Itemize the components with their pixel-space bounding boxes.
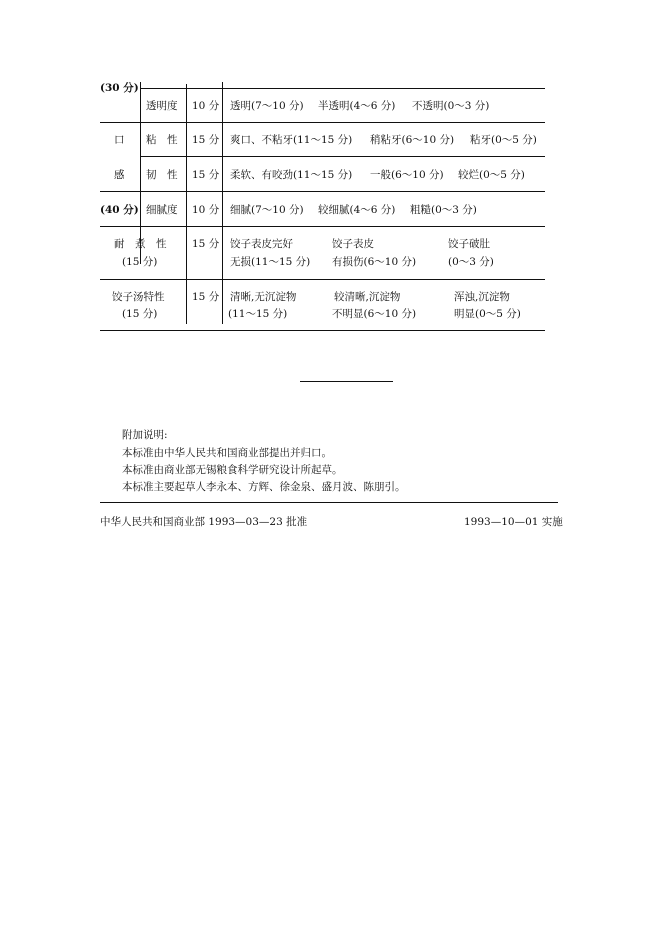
rule-row5-top: [100, 226, 545, 227]
rule-row2-top: [100, 122, 545, 123]
rule-row1-top: [140, 88, 545, 89]
group-char-kou: 口: [114, 134, 125, 146]
row6-item: 饺子汤特性: [112, 291, 165, 303]
notes-title: 附加说明:: [122, 429, 168, 441]
notes-line3: 本标准主要起草人李永本、方辉、徐金泉、盛月波、陈朋引。: [122, 481, 406, 493]
rule-row2-mid: [140, 156, 545, 157]
row5-c3a: 饺子破肚: [448, 238, 490, 250]
row1-item: 透明度: [146, 100, 178, 112]
footer-rule: [100, 502, 558, 503]
row3-item: 韧 性: [146, 169, 178, 181]
row5-points: 15 分: [192, 238, 220, 250]
row1-c2: 半透明(4～6 分): [318, 100, 396, 112]
rule-table-bottom: [100, 330, 545, 331]
row2-c1: 爽口、不粘牙(11～15 分): [230, 134, 353, 146]
row1-c1: 透明(7～10 分): [230, 100, 304, 112]
row4-item: 细腻度: [146, 204, 178, 216]
row5-item-score: (15 分): [122, 256, 158, 268]
row5-c2b: 有损伤(6～10 分): [332, 256, 417, 268]
row3-points: 15 分: [192, 169, 220, 181]
row3-c2: 一般(6～10 分): [370, 169, 444, 181]
end-separator: [300, 381, 393, 382]
row2-item: 粘 性: [146, 134, 178, 146]
row4-c3: 粗糙(0～3 分): [410, 204, 477, 216]
row6-c3a: 浑浊,沉淀物: [454, 291, 510, 303]
row6-c1b: (11～15 分): [228, 308, 288, 320]
row1-points: 10 分: [192, 100, 220, 112]
row5-c1a: 饺子表皮完好: [230, 238, 293, 250]
row6-c2b: 不明显(6～10 分): [332, 308, 417, 320]
row1-c3: 不透明(0～3 分): [412, 100, 490, 112]
footer-implementation: 1993—10—01 实施: [464, 516, 563, 528]
col-sep-3: [222, 82, 223, 324]
notes-line2: 本标准由商业部无锡粮食科学研究设计所起草。: [122, 464, 343, 476]
group-char-gan: 感: [114, 169, 125, 181]
row2-points: 15 分: [192, 134, 220, 146]
row6-c3b: 明显(0～5 分): [454, 308, 521, 320]
row3-c3: 较烂(0～5 分): [458, 169, 525, 181]
rule-row6-top: [100, 279, 545, 280]
col-sep-2: [186, 84, 187, 324]
row2-c3: 粘牙(0～5 分): [470, 134, 537, 146]
row3-c1: 柔软、有咬劲(11～15 分): [230, 169, 353, 181]
footer-approval: 中华人民共和国商业部 1993—03—23 批准: [100, 516, 308, 528]
row4-c2: 较细腻(4～6 分): [318, 204, 396, 216]
row5-c3b: (0～3 分): [448, 256, 494, 268]
group-score-40: (40 分): [100, 204, 139, 216]
rule-row4-top: [100, 191, 545, 192]
row6-points: 15 分: [192, 291, 220, 303]
row5-item: 耐 煮 性: [114, 238, 167, 250]
notes-line1: 本标准由中华人民共和国商业部提出并归口。: [122, 447, 332, 459]
row2-c2: 稍粘牙(6～10 分): [370, 134, 455, 146]
row6-item-score: (15 分): [122, 308, 158, 320]
row4-c1: 细腻(7～10 分): [230, 204, 304, 216]
row4-points: 10 分: [192, 204, 220, 216]
row5-c1b: 无损(11～15 分): [230, 256, 311, 268]
row6-c1a: 清晰,无沉淀物: [230, 291, 297, 303]
group-score-30: (30 分): [100, 82, 139, 94]
row5-c2a: 饺子表皮: [332, 238, 374, 250]
row6-c2a: 较清晰,沉淀物: [334, 291, 401, 303]
